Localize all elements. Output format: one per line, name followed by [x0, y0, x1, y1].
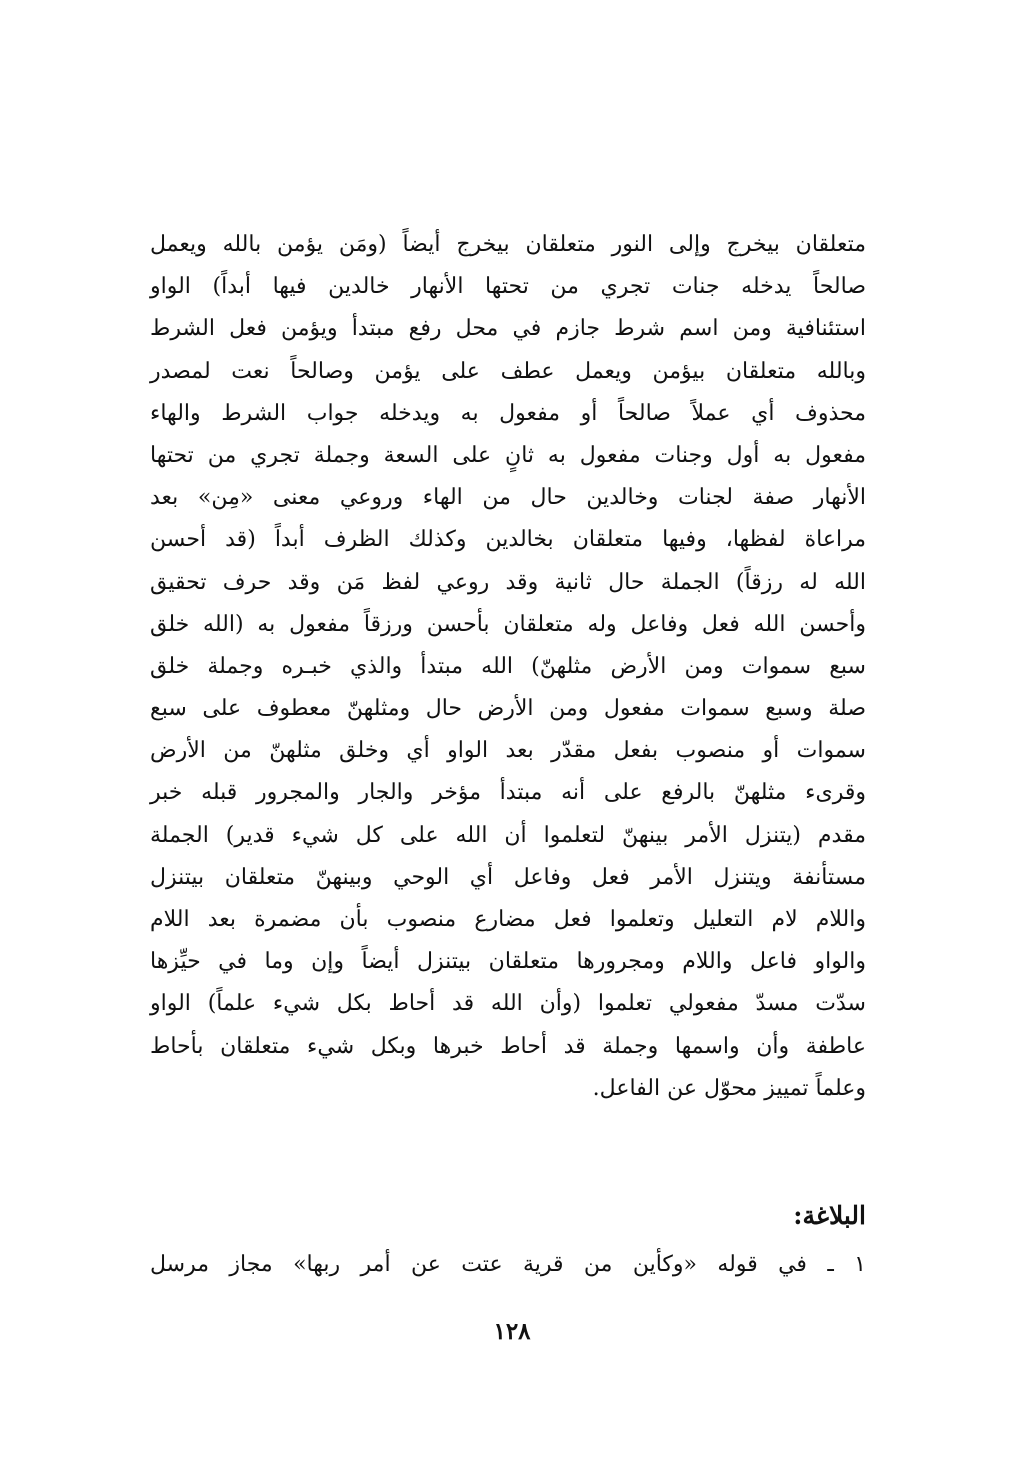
page-number: ١٢٨ [493, 1318, 531, 1345]
text-line: وقرىء مثلهنّ بالرفع على أنه مبتدأ مؤخر والجار والمجرور قبله خبر [150, 780, 866, 806]
text-line: متعلقان بيخرج وإلى النور متعلقان بيخرج أيضاً (ومَن يؤمن بالله ويعمل [150, 232, 866, 257]
numbered-item: ١ ـ في قوله «وكأين من قرية عتت عن أمر ربها» مجاز مرسل [150, 1252, 866, 1277]
text-line: وعلماً تمييز محوّل عن الفاعل. [592, 1075, 866, 1101]
text-line: واللام لام التعليل وتعلموا فعل مضارع منصوب بأن مضمرة بعد اللام [150, 907, 866, 932]
text-line: صالحاً يدخله جنات تجري من تحتها الأنهار خالدين فيها أبداً) الواو [150, 274, 866, 300]
body-paragraph [150, 224, 866, 1110]
text-line: صلة وسبع سموات مفعول ومن الأرض حال ومثلهنّ معطوف على سبع [150, 696, 866, 722]
section-heading: البلاغة: [793, 1201, 866, 1230]
text-line: عاطفة وأن واسمها وجملة قد أحاط خبرها وبكل شيء متعلقان بأحاط [150, 1033, 866, 1059]
text-line: وبالله متعلقان بيؤمن ويعمل عطف على يؤمن وصالحاً نعت لمصدر [150, 358, 866, 384]
text-line: استئنافية ومن اسم شرط جازم في محل رفع مبتدأ ويؤمن فعل الشرط [150, 316, 866, 342]
text-line: محذوف أي عملاً صالحاً أو مفعول به ويدخله جواب الشرط والهاء [150, 400, 866, 426]
text-line: سموات أو منصوب بفعل مقدّر بعد الواو أي وخلق مثلهنّ من الأرض [150, 738, 866, 764]
text-line: مفعول به أول وجنات مفعول به ثانٍ على السعة وجملة تجري من تحتها [150, 442, 866, 468]
text-line: والواو فاعل واللام ومجرورها متعلقان بيتنزل أيضاً وإن وما في حيِّزها [150, 949, 866, 975]
text-line: مستأنفة ويتنزل الأمر فعل وفاعل أي الوحي وبينهنّ متعلقان بيتنزل [150, 864, 866, 890]
text-line: الله له رزقاً) الجملة حال ثانية وقد روعي لفظ مَن وقد حرف تحقيق [150, 569, 866, 595]
text-line: وأحسن الله فعل وفاعل وله متعلقان بأحسن ورزقاً مفعول به (الله خلق [150, 611, 866, 637]
text-line: مراعاة لفظها، وفيها متعلقان بخالدين وكذلك الظرف أبداً (قد أحسن [150, 527, 866, 553]
text-line: الأنهار صفة لجنات وخالدين حال من الهاء وروعي معنى «مِن» بعد [150, 485, 866, 511]
text-line: سبع سموات ومن الأرض مثلهنّ) الله مبتدأ والذي خبـره وجملة خلق [150, 653, 866, 679]
text-line: مقدم (يتنزل الأمر بينهنّ لتعلموا أن الله على كل شيء قدير) الجملة [150, 822, 866, 848]
text-line: سدّت مسدّ مفعولي تعلموا (وأن الله قد أحاط بكل شيء علماً) الواو [150, 991, 866, 1017]
